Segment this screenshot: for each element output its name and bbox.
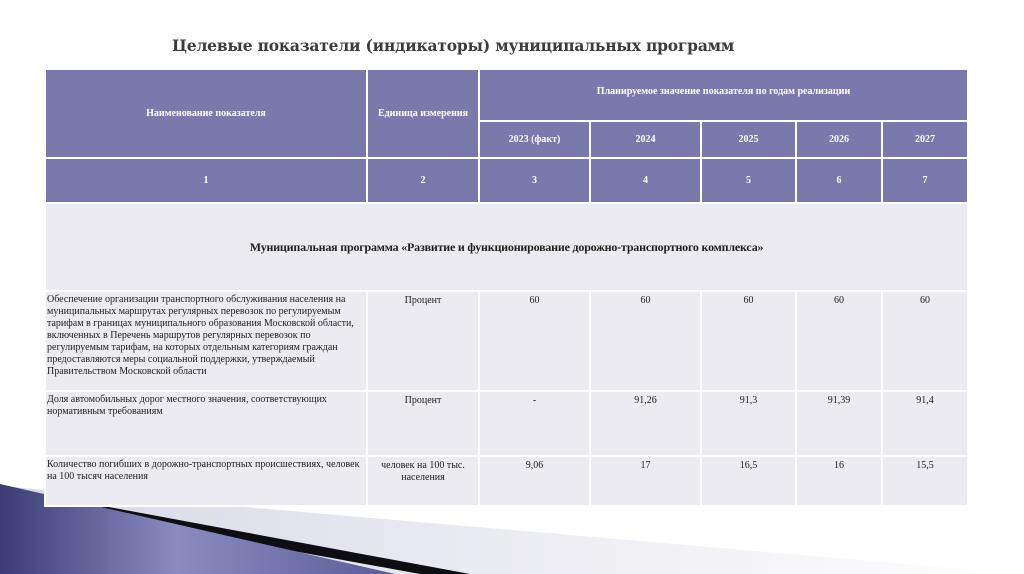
table-row (45, 456, 968, 506)
table-row (45, 291, 968, 391)
indicators-table (44, 68, 969, 507)
value-2023: 9,06 (479, 456, 590, 506)
indicator-unit: Процент (367, 291, 479, 391)
header-year-2024: 2024 (590, 121, 701, 158)
program-title-row (45, 203, 968, 291)
column-number-3: 3 (479, 158, 590, 203)
header-name-column: Наименование показателя (45, 69, 367, 158)
header-year-2026: 2026 (796, 121, 882, 158)
value-2025: 91,3 (701, 391, 796, 456)
table-row (45, 391, 968, 456)
header-year-2023: 2023 (факт) (479, 121, 590, 158)
indicator-name: Доля автомобильных дорог местного значения, соответствующих нормативным требованиям (45, 391, 367, 456)
header-unit-column: Единица измерения (367, 69, 479, 158)
column-numbers-row (45, 158, 968, 203)
value-2026: 91,39 (796, 391, 882, 456)
value-2024: 60 (590, 291, 701, 391)
column-number-4: 4 (590, 158, 701, 203)
value-2027: 91,4 (882, 391, 968, 456)
slide-title: Целевые показатели (индикаторы) муниципальных программ (172, 36, 735, 55)
value-2024: 91,26 (590, 391, 701, 456)
value-2024: 17 (590, 456, 701, 506)
indicator-name: Количество погибших в дорожно-транспортных происшествиях, человек на 100 тысяч населения (45, 456, 367, 506)
header-planned-values-group: Планируемое значение показателя по годам реализации (479, 69, 968, 121)
column-number-6: 6 (796, 158, 882, 203)
value-2023: 60 (479, 291, 590, 391)
value-2027: 60 (882, 291, 968, 391)
value-2026: 16 (796, 456, 882, 506)
column-number-1: 1 (45, 158, 367, 203)
column-number-5: 5 (701, 158, 796, 203)
program-title: Муниципальная программа «Развитие и функционирование дорожно-транспортного комплекса» (45, 203, 968, 291)
value-2025: 60 (701, 291, 796, 391)
value-2027: 15,5 (882, 456, 968, 506)
column-number-7: 7 (882, 158, 968, 203)
value-2026: 60 (796, 291, 882, 391)
value-2025: 16,5 (701, 456, 796, 506)
header-row-1 (45, 69, 968, 121)
header-year-2025: 2025 (701, 121, 796, 158)
indicator-name: Обеспечение организации транспортного обслуживания населения на муниципальных маршрутах регулярных перевозок по регулируемым тарифам в границах муниципального образования Московской области, включенных в Перечень маршрутов регулярных перевозок по регулируемым тарифам, на которых отдельным категориям граждан предоставляются меры социальной поддержки, утверждаемый Правительством Московской области (45, 291, 367, 391)
column-number-2: 2 (367, 158, 479, 203)
indicator-unit: человек на 100 тыс. населения (367, 456, 479, 506)
header-year-2027: 2027 (882, 121, 968, 158)
indicator-unit: Процент (367, 391, 479, 456)
value-2023: - (479, 391, 590, 456)
